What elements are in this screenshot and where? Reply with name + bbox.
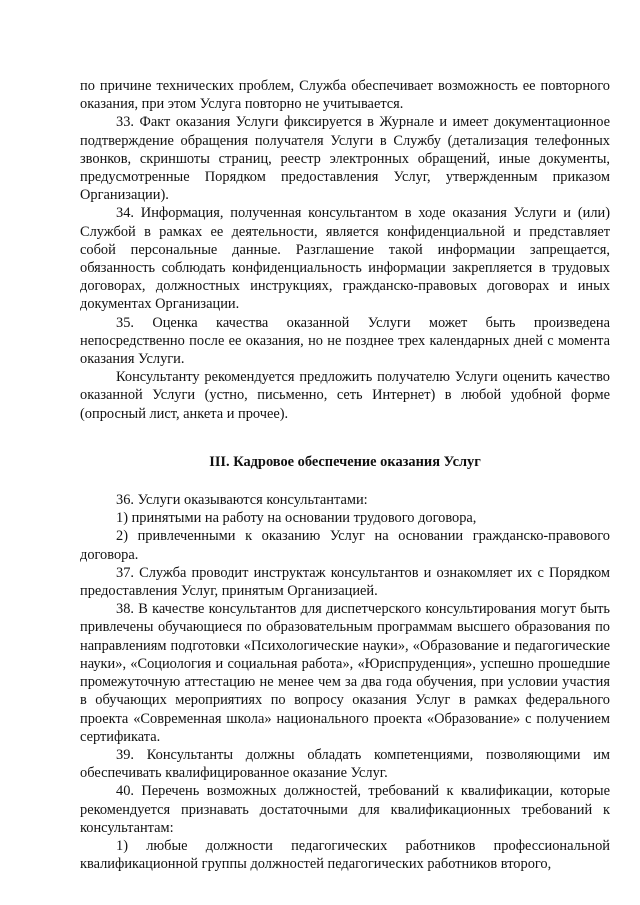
- paragraph-38: 38. В качестве консультантов для диспетчерского консультирования могут быть привлечены обучающиеся по образовательным программам высшего образования по направлениям подготовки «Психологические науки», «Образование и педагогические науки», «Социология и социальная работа», «Юриспруденция», успешно прошедшие промежуточную аттестацию не менее чем за два года обучения, при условии участия в обучающих мероприятиях по вопросу оказания Услуг в рамках федерального проекта «Современная школа» национального проекта «Образование» с получением сертификата.: [80, 601, 610, 745]
- paragraph-36: 36. Услуги оказываются консультантами:: [116, 492, 368, 509]
- section-heading: III. Кадровое обеспечение оказания Услуг: [209, 453, 481, 470]
- paragraph-36-item-1: 1) принятыми на работу на основании трудового договора,: [116, 510, 477, 527]
- paragraph-37: 37. Служба проводит инструктаж консультантов и ознакомляет их с Порядком предоставления Услуг, принятым Организацией.: [80, 564, 610, 600]
- paragraph-40: 40. Перечень возможных должностей, требований к квалификации, которые рекомендуется признавать достаточными для квалификационных требований к консультантам:: [80, 783, 610, 836]
- paragraph-33: 33. Факт оказания Услуги фиксируется в Журнале и имеет документационное подтверждение обращения получателя Услуги в Службу (детализация телефонных звонков, скриншоты страниц, реестр электронных обращений, иные документы, предусмотренные Порядком предоставления Услуг, утвержденным приказом Организации).: [80, 114, 610, 204]
- paragraph-39: 39. Консультанты должны обладать компетенциями, позволяющими им обеспечивать квалифицированное оказание Услуг.: [80, 746, 610, 782]
- paragraphs-bottom: [80, 491, 610, 873]
- document-page: [80, 77, 610, 873]
- paragraphs-top: [80, 77, 610, 423]
- paragraph-40-item-1: 1) любые должности педагогических работников профессиональной квалификационной группы должностей педагогических работников второго,: [80, 837, 610, 873]
- paragraph-35: 35. Оценка качества оказанной Услуги может быть произведена непосредственно после ее оказания, но не позднее трех календарных дней с момента оказания Услуги.: [80, 314, 610, 368]
- paragraph-35-note: Консультанту рекомендуется предложить получателю Услуги оценить качество оказанной Услуги (устно, письменно, сеть Интернет) в любой удобной форме (опросный лист, анкета и прочее).: [80, 369, 610, 422]
- paragraph-continuation: по причине технических проблем, Служба обеспечивает возможность ее повторного оказания, при этом Услуга повторно не учитывается.: [80, 78, 610, 113]
- paragraph-36-item-2: 2) привлеченными к оказанию Услуг на основании гражданско-правового договора.: [80, 528, 610, 563]
- paragraph-34: 34. Информация, полученная консультантом в ходе оказания Услуги и (или) Службой в рамках ее деятельности, является конфиденциальной и представляет собой персональные данные. Разглашение такой информации запрещается, обязанность соблюдать конфиденциальность информации закрепляется в трудовых договорах, должностных инструкциях, гражданско-правовых договорах и иных документах Организации.: [80, 205, 610, 313]
